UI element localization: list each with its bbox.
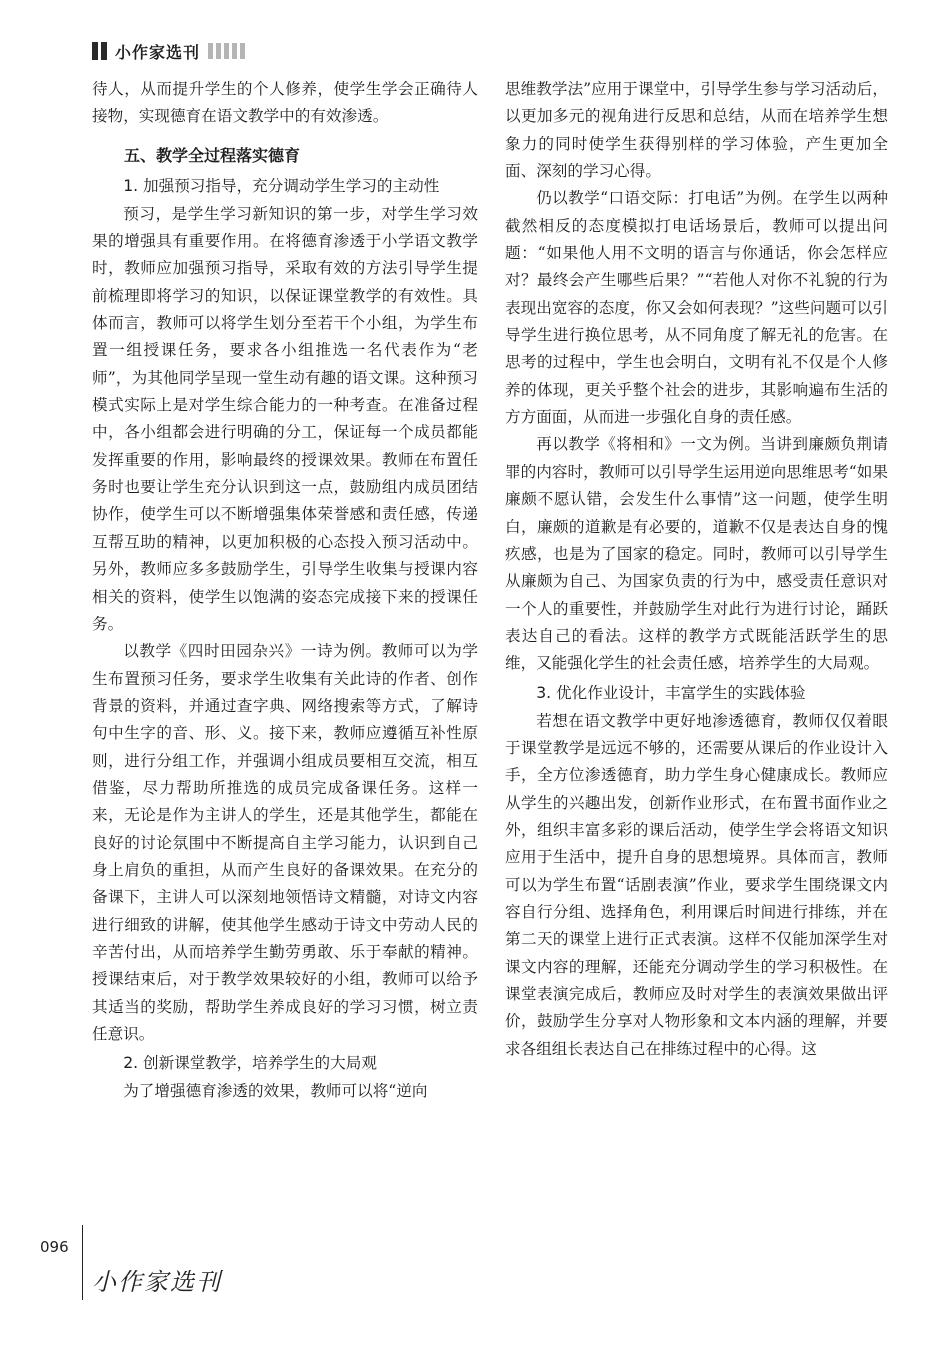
paragraph: 为了增强德育渗透的效果，教师可以将“逆向 [123,1082,428,1101]
paragraph: 预习，是学生学习新知识的第一步，对学生学习效果的增强具有重要作用。在将德育渗透于小学语文教学时，教师应加强预习指导，采取有效的方法引导学生提前梳理即将学习的知识，以保证课堂教学的有效性。具体而言，教师可以将学生划分至若干个小组，为学生布置一组授课任务，要求各小组推选一名代表作为“老师”，为其他同学呈现一堂生动有趣的语文课。这种预习模式实际上是对学生综合能力的一种考查。在准备过程中，各小组都会进行明确的分工，保证每一个成员都能发挥重要的作用，影响最终的授课效果。教师在布置任务时也要让学生充分认识到这一点，鼓励组内成员团结协作，使学生可以不断增强集体荣誉感和责任感，传递互帮互助的精神，以更加积极的心态投入预习活动中。另外，教师应多多鼓励学生，引导学生收集与授课内容相关的资料，使学生以饱满的姿态完成接下来的授课任务。 [92,204,478,633]
journal-title: 小作家选刊 [115,42,201,62]
header-bars-right [208,43,245,59]
page-number: 096 [40,1238,69,1256]
section-heading: 五、教学全过程落实德育 [124,145,301,165]
paragraph: 待人，从而提升学生的个人修养，使学生学会正确待人接物，实现德育在语文教学中的有效渗透。 [92,80,478,126]
footer-divider [82,1225,83,1300]
paragraph: 再以教学《将相和》一文为例。当讲到廉颇负荆请罪的内容时，教师可以引导学生运用逆向思维思考“如果廉颇不愿认错，会发生什么事情”这一问题，使学生明白，廉颇的道歉是有必要的，道歉不仅是表达自身的愧疚感，也是为了国家的稳定。同时，教师可以引导学生从廉颇为自己、为国家负责的行为中，感受责任意识对一个人的重要性，并鼓励学生对此行为进行讨论，踊跃表达自己的看法。这样的教学方式既能活跃学生的思维，又能强化学生的社会责任感，培养学生的大局观。 [505,435,888,673]
journal-logo: 小作家选刊 [92,1268,222,1296]
left-column [92,76,478,1106]
paragraph: 若想在语文教学中更好地渗透德育，教师仅仅着眼于课堂教学是远远不够的，还需要从课后的作业设计入手，全方位渗透德育，助力学生身心健康成长。教师应从学生的兴趣出发，创新作业形式，在布置书面作业之外，组织丰富多彩的课后活动，使学生学会将语文知识应用于生活中，提升自身的思想境界。具体而言，教师可以为学生布置“话剧表演”作业，要求学生围绕课文内容自行分组、选择角色，利用课后时间进行排练，并在第二天的课堂上进行正式表演。这样不仅能加深学生对课文内容的理解，还能充分调动学生的学习积极性。在课堂表演完成后，教师应及时对学生的表演效果做出评价，鼓励学生分享对人物形象和文本内涵的理解，并要求各组组长表达自己在排练过程中的心得。这 [505,711,888,1058]
paragraph: 以教学《四时田园杂兴》一诗为例。教师可以为学生布置预习任务，要求学生收集有关此诗的作者、创作背景的资料，并通过查字典、网络搜索等方式，了解诗句中生字的音、形、义。接下来，教师应遵循互补性原则，进行分组工作，并强调小组成员要相互交流，相互借鉴，尽力帮助所推选的成员完成备课任务。这样一来，无论是作为主讲人的学生，还是其他学生，都能在良好的讨论氛围中不断提高自主学习能力，认识到自己身上肩负的重担，从而产生良好的备课效果。在充分的备课下，主讲人可以深刻地领悟诗文精髓，对诗文内容进行细致的讲解，使其他学生感动于诗文中劳动人民的辛苦付出，从而培养学生勤劳勇敢、乐于奉献的精神。授课结束后，对于教学效果较好的小组，教师可以给予其适当的奖励，帮助学生养成良好的学习习惯，树立责任意识。 [92,642,478,1043]
subsection-heading: 3. 优化作业设计，丰富学生的实践体验 [536,683,806,702]
subsection-heading: 1. 加强预习指导，充分调动学生学习的主动性 [123,176,440,195]
paragraph: 仍以教学“口语交际：打电话”为例。在学生以两种截然相反的态度模拟打电话场景后，教师可以提出问题：“如果他人用不文明的语言与你通话，你会怎样应对？最终会产生哪些后果？”“若他人对你不礼貌的行为表现出宽容的态度，你又会如何表现？”这些问题可以引导学生进行换位思考，从不同角度了解无礼的危害。在思考的过程中，学生也会明白，文明有礼不仅是个人修养的体现，更关乎整个社会的进步，其影响遍布生活的方方面面，从而进一步强化自身的责任感。 [505,189,888,427]
header-bars-left [92,42,107,60]
right-column [505,76,888,1063]
paragraph: 思维教学法”应用于课堂中，引导学生参与学习活动后，以更加多元的视角进行反思和总结，从而在培养学生想象力的同时使学生获得别样的学习体验，产生更加全面、深刻的学习心得。 [505,80,888,181]
subsection-heading: 2. 创新课堂教学，培养学生的大局观 [123,1054,377,1073]
running-header [92,36,245,66]
